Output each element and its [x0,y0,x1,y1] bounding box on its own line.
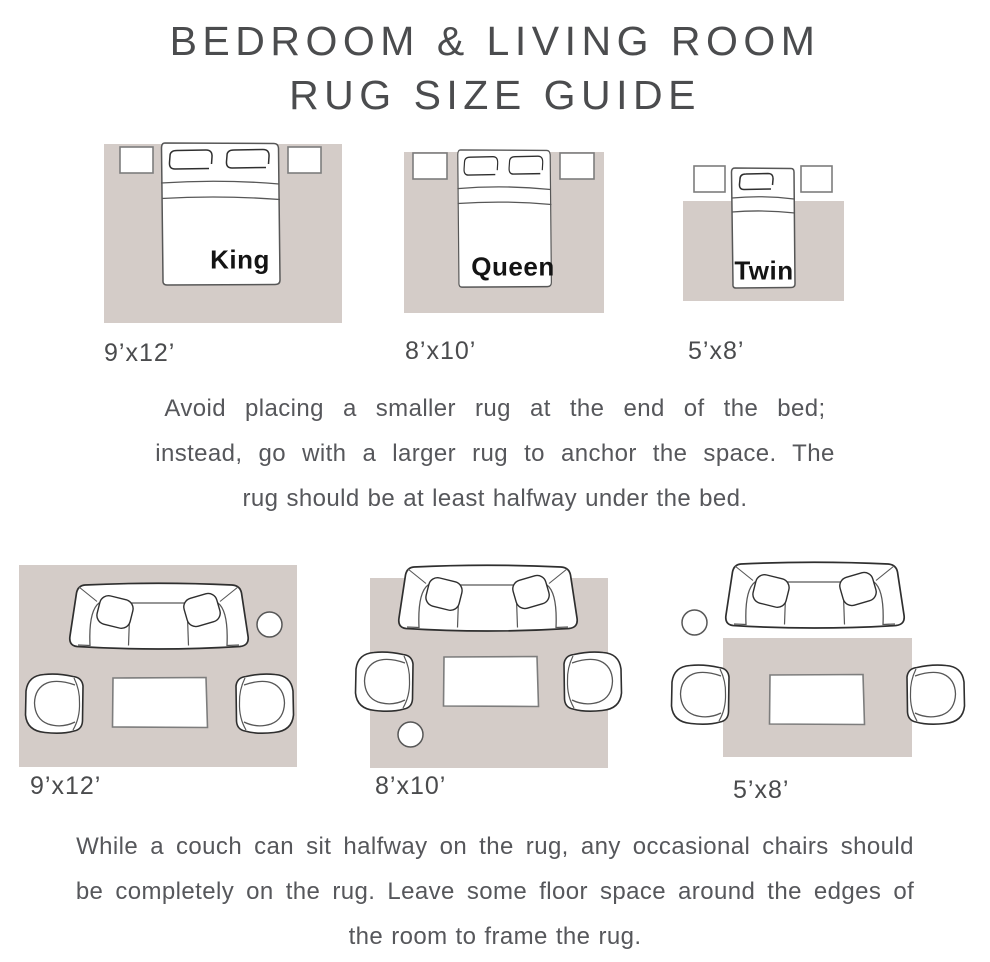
note-line: the room to frame the rug. [348,923,642,950]
queen-room-drawing [395,145,610,320]
bedroom-diagram-king [95,138,345,328]
bed-label-king: King [210,244,270,275]
armchair-right [907,665,965,724]
nightstand-left [694,166,725,192]
rug-size-label: 5’x8’ [733,776,790,804]
note-line: Avoid placing a smaller rug at the end of the bed; [164,395,826,422]
coffee-table [770,675,865,725]
title-line-2: RUG SIZE GUIDE [289,72,701,118]
rug-size-label: 5’x8’ [688,337,745,365]
nightstand-right [288,147,321,173]
living-room-drawing-8x10 [345,555,635,790]
living-diagram-9x12 [12,555,312,780]
couch [70,583,248,649]
couch [399,565,577,631]
note-line: rug should be at least halfway under the bed. [242,485,748,512]
rug-size-label: 9’x12’ [30,772,102,800]
living-note [0,824,990,959]
note-line: instead, go with a larger rug to anchor the space. The [155,440,835,467]
bedroom-diagram-queen [395,145,610,320]
nightstand-right [560,153,594,179]
coffee-table [113,678,208,728]
living-room-drawing-9x12 [12,555,312,780]
living-diagram-5x8 [655,548,985,778]
side-table [257,612,282,637]
rug-size-label: 8’x10’ [405,337,477,365]
nightstand-left [413,153,447,179]
page-title [0,14,990,122]
bedroom-note [0,386,990,521]
king-room-drawing [95,138,345,328]
note-line: be completely on the rug. Leave some floor space around the edges of [75,878,915,905]
rug-size-label: 9’x12’ [104,339,176,367]
living-room-drawing-5x8 [655,548,985,778]
note-line: While a couch can sit halfway on the rug, any occasional chairs should [76,833,914,860]
armchair-right [564,652,622,711]
armchair-left [672,665,730,724]
rug-size-label: 8’x10’ [375,772,447,800]
couch [726,562,904,628]
side-table [682,610,707,635]
side-table [398,722,423,747]
nightstand-right [801,166,832,192]
armchair-left [26,674,84,733]
armchair-right [236,674,294,733]
bed-label-queen: Queen [471,251,555,282]
title-line-1: BEDROOM & LIVING ROOM [169,18,821,64]
armchair-left [356,652,414,711]
nightstand-left [120,147,153,173]
coffee-table [444,657,539,707]
living-diagram-8x10 [345,555,635,790]
bed-label-twin: Twin [734,255,794,286]
